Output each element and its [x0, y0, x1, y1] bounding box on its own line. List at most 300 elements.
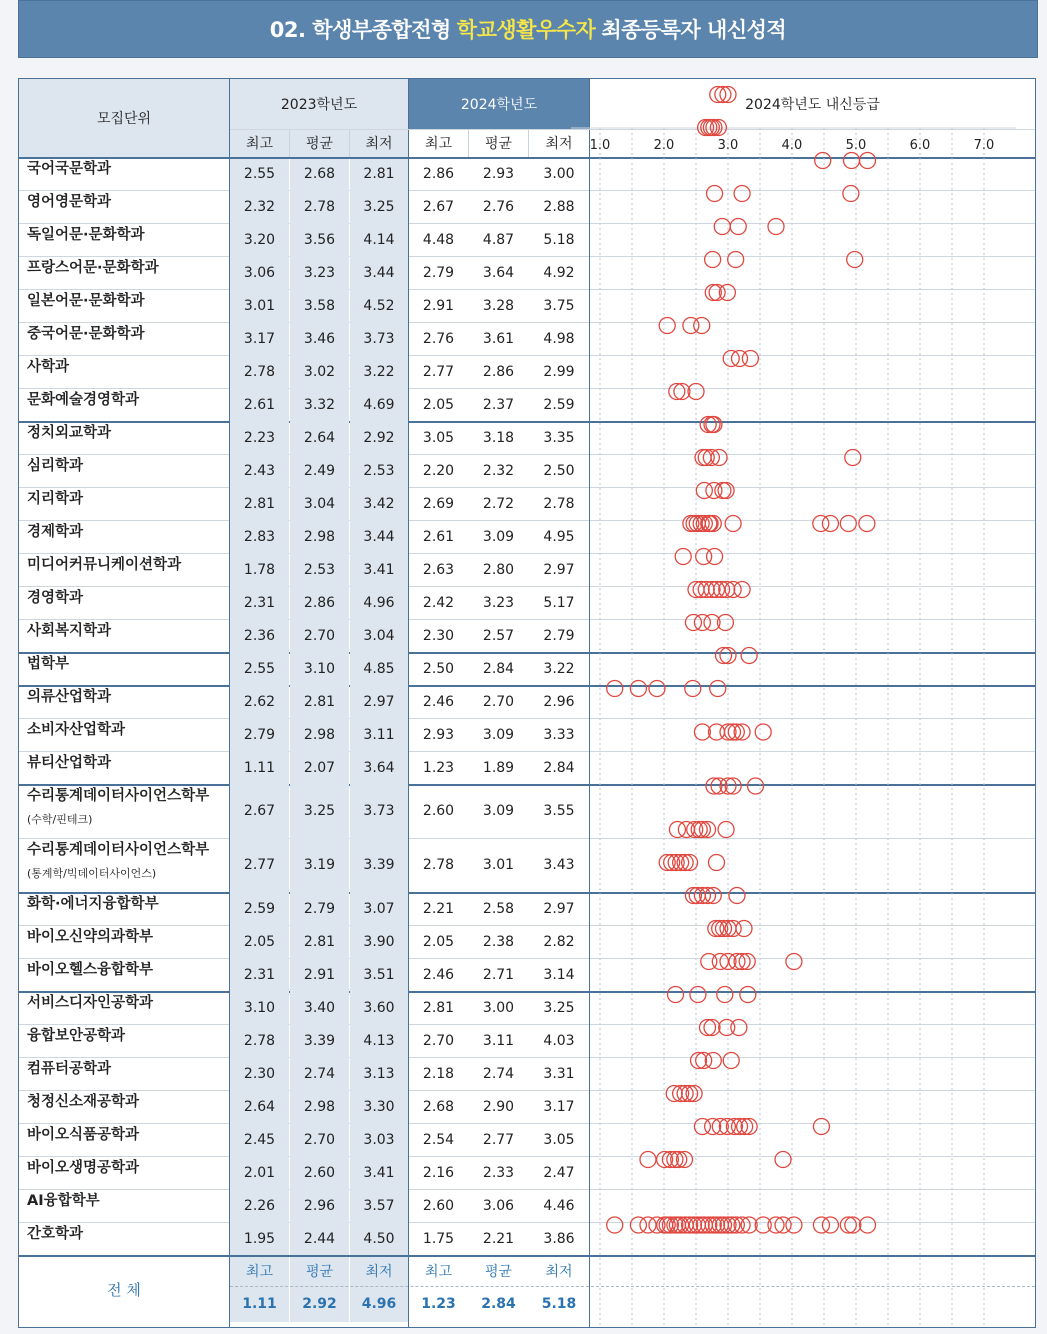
row-name-cell [19, 892, 229, 925]
value-2023: 3.58 [290, 289, 349, 322]
row-name-cell [19, 454, 229, 487]
value-2023: 3.04 [350, 619, 408, 652]
value-2024: 2.80 [482, 561, 515, 578]
x-tick-label: 5.0 [845, 138, 867, 153]
value-2023: 2.96 [290, 1189, 349, 1222]
row-name: 중국어문·문화학과 [27, 326, 145, 342]
row-name: 청정신소재공학과 [27, 1094, 140, 1110]
value-2024: 5.18 [543, 231, 575, 248]
value-2023: 3.39 [290, 1024, 349, 1057]
value-2024: 3.23 [482, 594, 515, 611]
total-sub-header: 평균 [290, 1256, 349, 1286]
value-2024: 3.22 [543, 660, 575, 677]
grade-marker [717, 987, 733, 1003]
grade-marker [815, 153, 831, 169]
value-2023: 2.98 [290, 1090, 349, 1123]
value-2023: 2.78 [230, 1024, 289, 1057]
total-grade-marker [822, 1217, 838, 1233]
row-name-cell [19, 520, 229, 553]
row-name-cell [19, 718, 229, 751]
value-2023: 3.20 [230, 223, 289, 256]
value-2024: 3.11 [482, 1032, 515, 1049]
total-value: 4.96 [350, 1286, 408, 1322]
value-2023: 2.44 [290, 1222, 349, 1255]
row-name-cell [19, 1123, 229, 1156]
grade-marker [705, 252, 721, 268]
value-2024: 2.32 [482, 462, 515, 479]
value-2023: 3.10 [230, 991, 289, 1024]
grade-marker [686, 516, 702, 532]
row-name: 소비자산업학과 [27, 722, 126, 738]
value-2024: 2.76 [482, 198, 515, 215]
row-name: 뷰티산업학과 [27, 755, 112, 771]
value-2024: 2.72 [482, 495, 515, 512]
row-name-cell [19, 685, 229, 718]
row-name-cell [19, 388, 229, 421]
value-2023: 2.78 [230, 355, 289, 388]
grade-marker [668, 987, 684, 1003]
x-tick-label: 7.0 [973, 138, 995, 153]
value-2023: 2.86 [290, 586, 349, 619]
total-sub-header: 최저 [350, 1256, 408, 1286]
value-2023: 3.06 [230, 256, 289, 289]
row-name: 서비스디자인공학과 [27, 995, 154, 1011]
value-2023: 2.49 [290, 454, 349, 487]
grade-marker [718, 822, 734, 838]
value-2024: 2.93 [482, 165, 515, 182]
value-2024: 4.03 [543, 1032, 575, 1049]
total-grade-marker [813, 1217, 829, 1233]
x-tick-label: 3.0 [717, 138, 739, 153]
page-title-banner [18, 0, 1038, 58]
row-name-cell [19, 958, 229, 991]
row-name-cell [19, 322, 229, 355]
value-2023: 1.11 [230, 751, 289, 784]
grade-marker [859, 516, 875, 532]
value-2023: 2.23 [230, 421, 289, 454]
value-2023: 3.02 [290, 355, 349, 388]
row-name-cell [19, 256, 229, 289]
value-2024: 2.79 [543, 627, 575, 644]
grade-marker [775, 1152, 791, 1168]
grade-marker [685, 681, 701, 697]
row-subname: (통계학/빅데이터사이언스) [27, 867, 157, 880]
value-2023: 3.42 [350, 487, 408, 520]
grade-marker [709, 285, 725, 301]
value-2023: 2.60 [290, 1156, 349, 1189]
col-sep-sub [468, 129, 469, 157]
value-2023: 2.53 [290, 553, 349, 586]
value-2024: 2.46 [422, 966, 455, 983]
value-2023: 3.11 [350, 718, 408, 751]
grade-marker [844, 153, 860, 169]
grade-marker [716, 648, 732, 664]
value-2023: 3.44 [350, 520, 408, 553]
value-2024: 3.00 [482, 999, 515, 1016]
sub-header-best-2023: 최고 [230, 129, 289, 157]
value-2023: 4.85 [350, 652, 408, 685]
value-2023: 1.78 [230, 553, 289, 586]
col-sep-2023 [408, 79, 409, 1327]
grade-marker [748, 778, 764, 794]
value-2023: 3.57 [350, 1189, 408, 1222]
value-2024: 2.42 [422, 594, 455, 611]
value-2024: 2.30 [422, 627, 455, 644]
grade-marker [734, 186, 750, 202]
value-2024: 2.74 [482, 1065, 515, 1082]
value-2023: 3.73 [350, 784, 408, 838]
grade-marker [694, 1119, 710, 1135]
total-grade-marker [607, 1217, 623, 1233]
value-2023: 2.62 [230, 685, 289, 718]
value-2024: 4.87 [482, 231, 515, 248]
value-2024: 4.92 [543, 264, 575, 281]
grade-marker [755, 724, 771, 740]
value-2023: 2.70 [290, 619, 349, 652]
value-2024: 2.05 [422, 396, 455, 413]
value-2024: 2.20 [422, 462, 455, 479]
value-2024: 2.68 [422, 1098, 455, 1115]
value-2024: 3.61 [482, 330, 515, 347]
grade-marker [736, 921, 752, 937]
value-2023: 4.50 [350, 1222, 408, 1255]
row-subname: (수학/핀테크) [27, 813, 93, 826]
sub-header-best-2024: 최고 [424, 136, 453, 152]
total-value: 1.11 [230, 1286, 289, 1322]
grade-marker [731, 1020, 747, 1036]
sub-header-worst-2024: 최저 [545, 136, 573, 152]
grade-marker [730, 219, 746, 235]
value-2024: 3.35 [543, 429, 575, 446]
row-name-cell [19, 652, 229, 685]
value-2024: 2.61 [422, 528, 455, 545]
grade-marker [729, 888, 745, 904]
grade-marker [694, 615, 710, 631]
value-2024: 2.50 [543, 462, 575, 479]
value-2024: 2.69 [422, 495, 455, 512]
row-name: 경영학과 [27, 590, 84, 606]
value-2023: 3.40 [290, 991, 349, 1024]
grade-marker [786, 954, 802, 970]
total-grade-marker [860, 1217, 876, 1233]
value-2024: 2.91 [422, 297, 455, 314]
grade-marker [715, 483, 731, 499]
value-2023: 2.68 [290, 157, 349, 190]
value-2024: 4.46 [543, 1197, 575, 1214]
row-name: 미디어커뮤니케이션학과 [27, 557, 182, 573]
value-2023: 2.79 [290, 892, 349, 925]
total-sub-header: 최고 [424, 1264, 453, 1280]
grade-marker [607, 681, 623, 697]
value-2023: 3.03 [350, 1123, 408, 1156]
value-2023: 3.17 [230, 322, 289, 355]
row-name: 문화예술경영학과 [27, 392, 140, 408]
value-2023: 2.81 [350, 157, 408, 190]
grade-marker [822, 516, 838, 532]
value-2024: 3.17 [543, 1098, 575, 1115]
value-2024: 1.23 [422, 759, 455, 776]
row-name: AI융합학부 [27, 1193, 100, 1209]
value-2024: 2.88 [543, 198, 575, 215]
value-2023: 2.70 [290, 1123, 349, 1156]
row-name: 바이오식품공학과 [27, 1127, 140, 1143]
row-name-cell [19, 223, 229, 256]
row-name: 영어영문학과 [27, 194, 112, 210]
value-2024: 2.60 [422, 803, 455, 819]
grade-marker [708, 855, 724, 871]
value-2024: 3.06 [482, 1197, 515, 1214]
value-2024: 3.18 [482, 429, 515, 446]
row-name: 일본어문·문화학과 [27, 293, 145, 309]
value-2023: 4.69 [350, 388, 408, 421]
value-2024: 2.58 [482, 900, 515, 917]
value-2024: 2.82 [543, 933, 575, 950]
col-header-2023: 2023학년도 [230, 79, 408, 129]
row-name: 프랑스어문·문화학과 [27, 260, 159, 276]
total-value: 2.92 [290, 1286, 349, 1322]
value-2024: 2.97 [543, 561, 575, 578]
value-2023: 2.01 [230, 1156, 289, 1189]
row-name-cell [19, 619, 229, 652]
value-2023: 2.61 [230, 388, 289, 421]
value-2023: 2.91 [290, 958, 349, 991]
row-name: 컴퓨터공학과 [27, 1061, 112, 1077]
row-name-cell [19, 1024, 229, 1057]
value-2024: 2.77 [482, 1131, 515, 1148]
value-2023: 3.39 [350, 838, 408, 892]
x-tick-label: 6.0 [909, 138, 931, 153]
row-name: 융합보안공학과 [27, 1028, 126, 1044]
value-2023: 2.43 [230, 454, 289, 487]
value-2024: 2.78 [422, 857, 455, 873]
grade-marker [813, 1119, 829, 1135]
row-name-cell [19, 925, 229, 958]
sub-header-avg-2024: 평균 [484, 136, 513, 152]
value-2024: 2.78 [543, 495, 575, 512]
row-name-cell [19, 1156, 229, 1189]
value-2024: 2.54 [422, 1131, 455, 1148]
value-2024: 2.70 [422, 1032, 455, 1049]
grade-marker [740, 987, 756, 1003]
value-2024: 2.38 [482, 933, 515, 950]
grade-marker [742, 351, 758, 367]
grade-marker [768, 219, 784, 235]
col-header-unit: 모집단위 [19, 79, 229, 157]
row-name-cell [19, 784, 229, 838]
title-highlight: 학교생활우수자 [456, 18, 596, 42]
value-2023: 3.90 [350, 925, 408, 958]
row-name: 법학부 [27, 656, 70, 672]
value-2024: 3.05 [422, 429, 455, 446]
grade-marker [696, 483, 712, 499]
value-2023: 3.60 [350, 991, 408, 1024]
value-2023: 2.77 [230, 838, 289, 892]
total-value: 5.18 [541, 1296, 577, 1312]
grade-marker [649, 681, 665, 697]
row-name: 국어국문학과 [27, 161, 112, 177]
value-2024: 3.31 [543, 1065, 575, 1082]
row-name-cell [19, 1189, 229, 1222]
value-2023: 2.98 [290, 718, 349, 751]
value-2023: 3.41 [350, 553, 408, 586]
col-sep-sub [289, 129, 290, 157]
value-2023: 2.97 [350, 685, 408, 718]
value-2023: 2.55 [230, 157, 289, 190]
value-2023: 3.10 [290, 652, 349, 685]
value-2023: 2.67 [230, 784, 289, 838]
value-2024: 2.79 [422, 264, 455, 281]
row-name-cell [19, 991, 229, 1024]
grade-marker [847, 252, 863, 268]
value-2023: 3.51 [350, 958, 408, 991]
row-name-cell [19, 553, 229, 586]
value-2023: 3.44 [350, 256, 408, 289]
row-name: 바이오헬스융합학부 [27, 962, 154, 978]
value-2023: 2.36 [230, 619, 289, 652]
x-tick-label: 4.0 [781, 138, 803, 153]
value-2024: 2.60 [422, 1197, 455, 1214]
value-2024: 2.16 [422, 1164, 455, 1181]
value-2023: 2.64 [230, 1090, 289, 1123]
value-2023: 2.05 [230, 925, 289, 958]
value-2023: 2.83 [230, 520, 289, 553]
row-name: 사학과 [27, 359, 70, 375]
row-name-cell [19, 1222, 229, 1255]
value-2024: 2.59 [543, 396, 575, 413]
value-2024: 5.17 [543, 594, 575, 611]
value-2023: 3.23 [290, 256, 349, 289]
col-sep-sub [349, 129, 350, 157]
grade-marker [734, 582, 750, 598]
value-2023: 1.95 [230, 1222, 289, 1255]
value-2024: 2.37 [482, 396, 515, 413]
value-2024: 3.14 [543, 966, 575, 983]
row-name: 정치외교학과 [27, 425, 112, 441]
value-2024: 2.84 [543, 759, 575, 776]
value-2024: 2.76 [422, 330, 455, 347]
value-2024: 3.75 [543, 297, 575, 314]
value-2024: 3.33 [543, 726, 575, 743]
row-name: 화학·에너지융합학부 [27, 896, 159, 912]
value-2024: 3.05 [543, 1131, 575, 1148]
value-2023: 4.96 [350, 586, 408, 619]
value-2024: 2.21 [482, 1230, 515, 1247]
row-name: 의류산업학과 [27, 689, 112, 705]
grade-scatter-chart [571, 78, 1016, 1326]
grade-marker [675, 549, 691, 565]
total-grade-marker [845, 1217, 861, 1233]
value-2024: 2.63 [422, 561, 455, 578]
title-prefix: 02. 학생부종합전형 [269, 18, 451, 42]
row-name: 바이오신약의과학부 [27, 929, 154, 945]
col-sep-sub [528, 129, 529, 157]
value-2024: 3.01 [482, 857, 515, 873]
value-2023: 2.32 [230, 190, 289, 223]
value-2023: 3.04 [290, 487, 349, 520]
value-2024: 2.05 [422, 933, 455, 950]
value-2024: 2.77 [422, 363, 455, 380]
row-name: 수리통계데이터사이언스학부 [27, 842, 210, 858]
value-2023: 3.30 [350, 1090, 408, 1123]
row-name-cell [19, 190, 229, 223]
value-2023: 2.31 [230, 958, 289, 991]
value-2024: 2.18 [422, 1065, 455, 1082]
value-2024: 3.00 [543, 165, 575, 182]
value-2023: 3.19 [290, 838, 349, 892]
row-name: 경제학과 [27, 524, 84, 540]
row-name-cell [19, 1057, 229, 1090]
total-sub-header: 평균 [484, 1264, 513, 1280]
value-2024: 4.98 [543, 330, 575, 347]
col-header-chart: 2024학년도 내신등급 [745, 97, 880, 113]
value-2024: 2.71 [482, 966, 515, 983]
row-name-cell [19, 487, 229, 520]
value-2023: 2.53 [350, 454, 408, 487]
grade-marker [685, 615, 701, 631]
value-2024: 3.86 [543, 1230, 575, 1247]
sub-header-avg-2023: 평균 [290, 129, 349, 157]
sub-header-worst-2023: 최저 [350, 129, 408, 157]
col-sep-unit [229, 79, 230, 1327]
total-grade-marker [840, 1217, 856, 1233]
value-2023: 2.78 [290, 190, 349, 223]
grade-marker [630, 681, 646, 697]
total-value: 2.84 [481, 1296, 516, 1312]
row-name-cell [19, 751, 229, 784]
grade-marker [690, 987, 706, 1003]
grade-marker [714, 219, 730, 235]
grade-marker [700, 1020, 716, 1036]
value-2023: 4.52 [350, 289, 408, 322]
value-2024: 3.25 [543, 999, 575, 1016]
x-tick-label: 2.0 [653, 138, 675, 153]
grade-marker [723, 1053, 739, 1069]
value-2023: 2.98 [290, 520, 349, 553]
grade-marker [640, 1152, 656, 1168]
value-2023: 2.26 [230, 1189, 289, 1222]
grade-marker [694, 318, 710, 334]
row-name-cell [19, 1090, 229, 1123]
row-name: 간호학과 [27, 1226, 84, 1242]
value-2023: 2.92 [350, 421, 408, 454]
value-2023: 3.64 [350, 751, 408, 784]
value-2023: 3.22 [350, 355, 408, 388]
value-2023: 3.13 [350, 1057, 408, 1090]
row-name-cell [19, 157, 229, 190]
grade-marker [728, 252, 744, 268]
grade-marker [845, 450, 861, 466]
value-2024: 4.95 [543, 528, 575, 545]
grade-marker [704, 1020, 720, 1036]
value-2024: 2.97 [543, 900, 575, 917]
grade-marker [724, 724, 740, 740]
value-2024: 1.75 [422, 1230, 455, 1247]
row-name-cell [19, 586, 229, 619]
grade-marker [707, 186, 723, 202]
value-2023: 3.41 [350, 1156, 408, 1189]
value-2023: 3.07 [350, 892, 408, 925]
grade-marker [659, 318, 675, 334]
value-2024: 2.86 [422, 165, 455, 182]
value-2023: 2.30 [230, 1057, 289, 1090]
value-2024: 3.09 [482, 803, 515, 819]
value-2024: 2.46 [422, 693, 455, 710]
total-grade-marker [640, 1217, 656, 1233]
value-2023: 2.64 [290, 421, 349, 454]
value-2024: 3.55 [543, 803, 575, 819]
value-2023: 3.25 [350, 190, 408, 223]
row-name: 독일어문·문화학과 [27, 227, 145, 243]
